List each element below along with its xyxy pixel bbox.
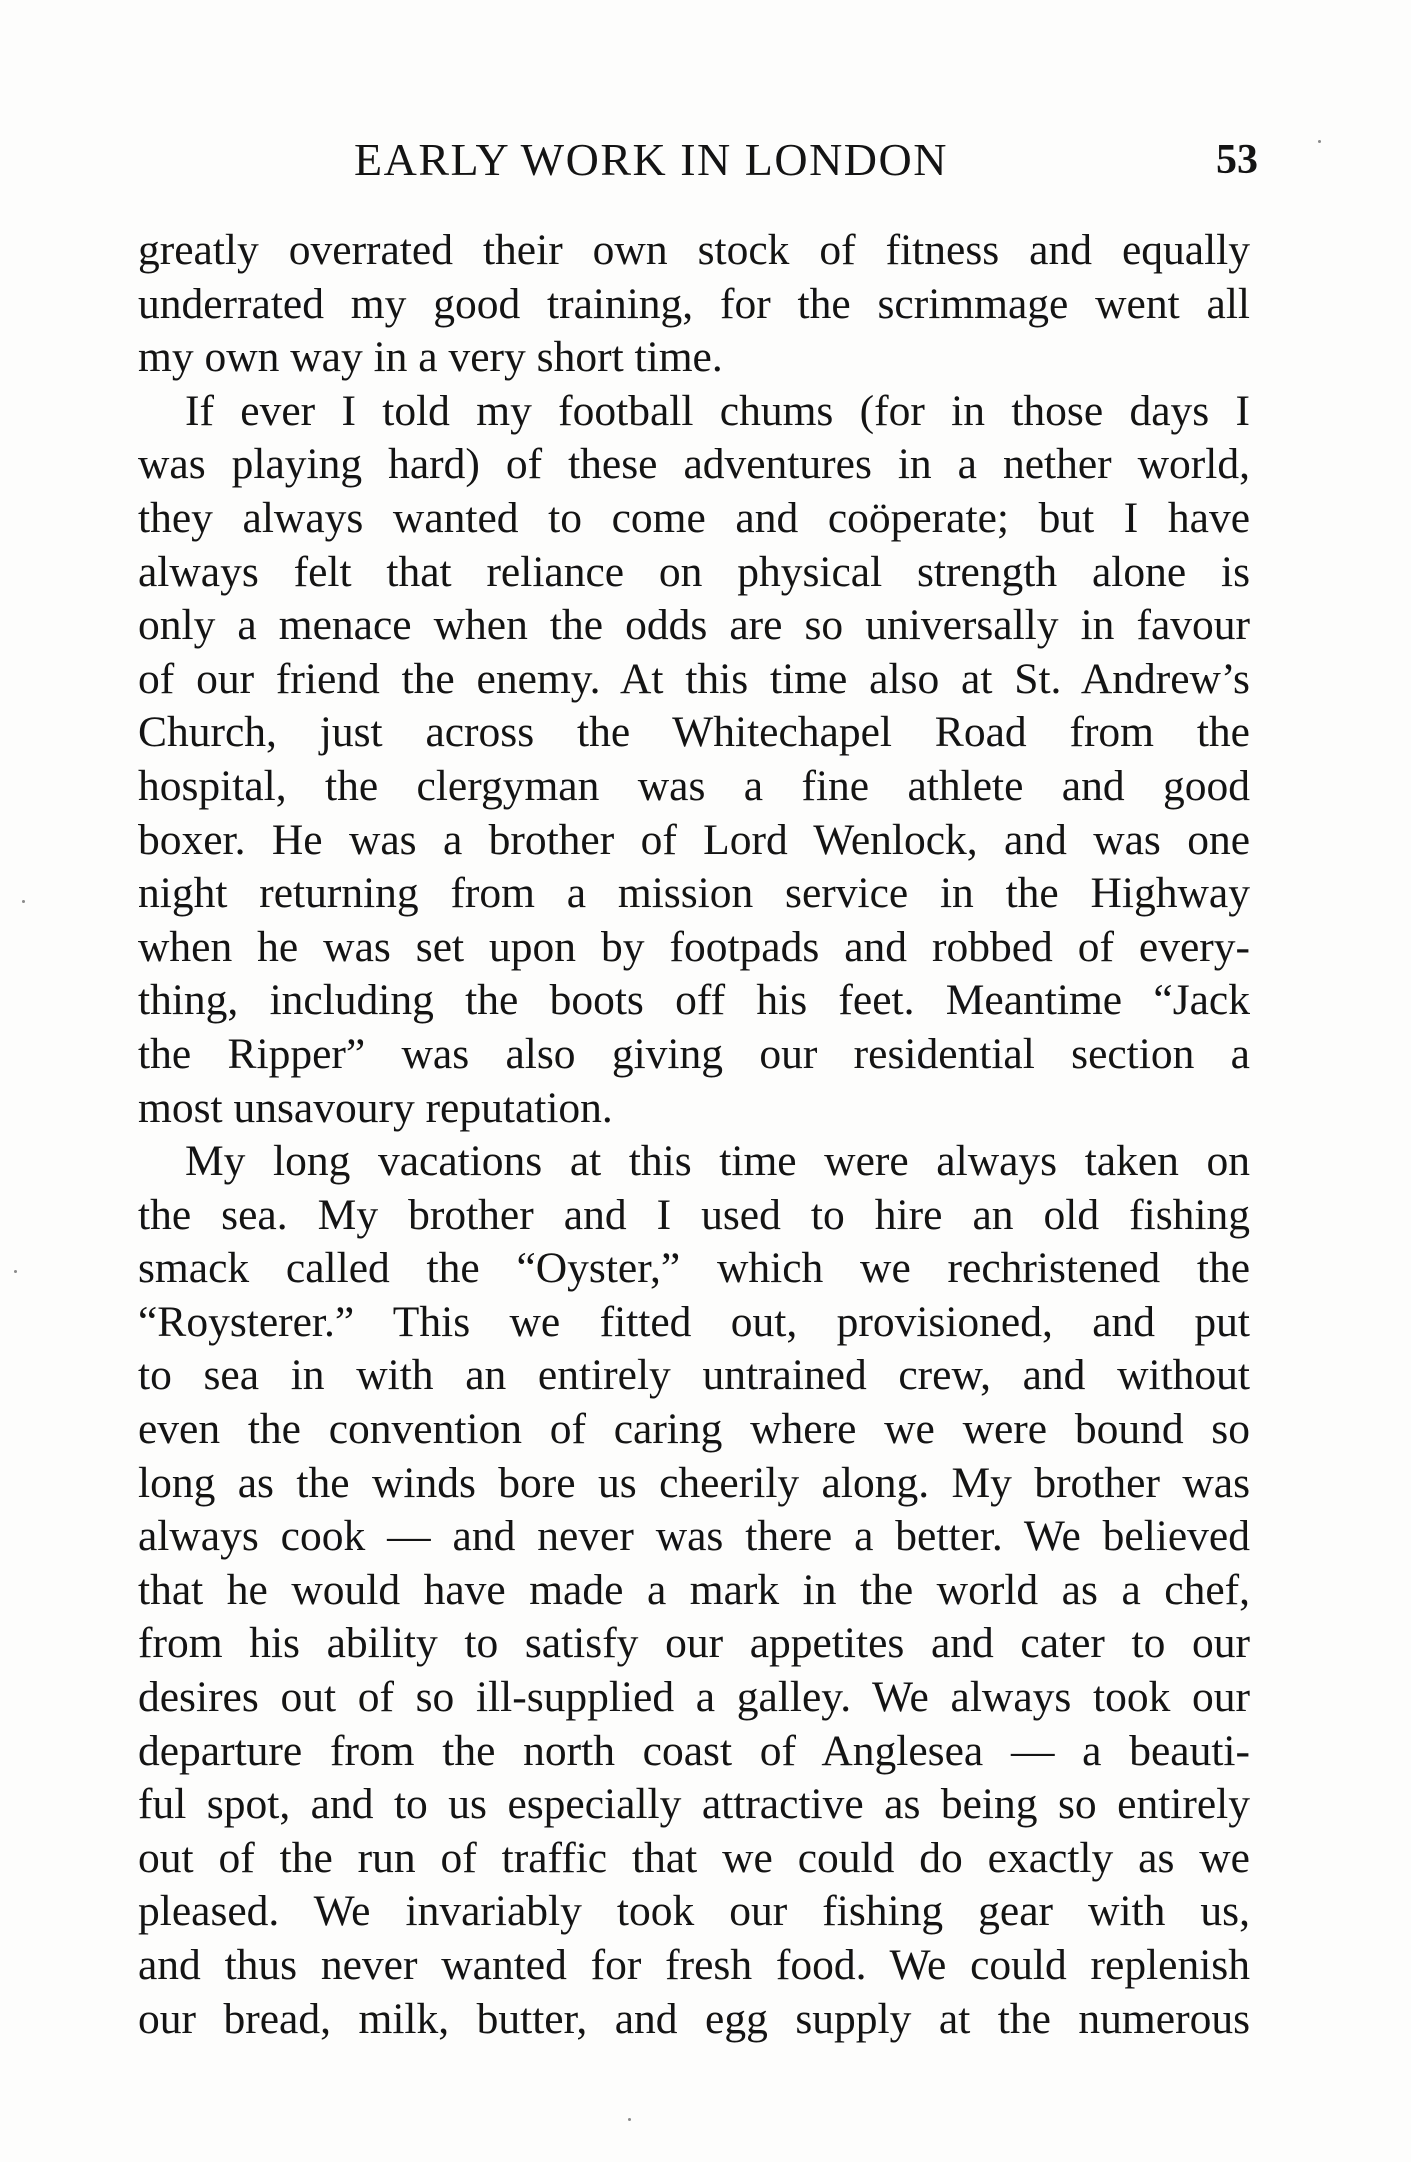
text-line: underrated my good training, for the scrimmage went all bbox=[138, 279, 1250, 328]
text-line: pleased. We invariably took our fishing gear with us, bbox=[138, 1887, 1250, 1936]
text-line: they always wanted to come and coöperate; but I have bbox=[138, 493, 1250, 542]
text-line: always felt that reliance on physical strength alone is bbox=[138, 547, 1250, 596]
text-line: most unsavoury reputation. bbox=[138, 1083, 613, 1132]
text-line: from his ability to satisfy our appetites and cater to our bbox=[138, 1619, 1250, 1668]
text-line: when he was set upon by footpads and robbed of every- bbox=[138, 922, 1250, 971]
text-line: Church, just across the Whitechapel Road from the bbox=[138, 708, 1250, 757]
text-line: my own way in a very short time. bbox=[138, 333, 723, 382]
text-line: to sea in with an entirely untrained crew, and without bbox=[138, 1351, 1250, 1400]
body-text bbox=[138, 224, 1250, 2046]
text-line: departure from the north coast of Anglesea — a beauti- bbox=[138, 1726, 1250, 1775]
scan-speck bbox=[22, 900, 25, 903]
text-line: greatly overrated their own stock of fitness and equally bbox=[138, 226, 1250, 274]
scan-speck bbox=[1318, 140, 1321, 143]
text-line: of our friend the enemy. At this time also at St. Andrew’s bbox=[138, 654, 1250, 703]
text-line: thing, including the boots off his feet. Meantime “Jack bbox=[138, 976, 1250, 1025]
text-line: desires out of so ill-supplied a galley. We always took our bbox=[138, 1673, 1250, 1722]
running-head bbox=[138, 130, 1258, 190]
page-number: 53 bbox=[1216, 137, 1258, 183]
text-line: smack called the “Oyster,” which we rechristened the bbox=[138, 1244, 1250, 1293]
text-line: was playing hard) of these adventures in a nether world, bbox=[138, 440, 1250, 489]
text-line: and thus never wanted for fresh food. We could replenish bbox=[138, 1941, 1250, 1989]
text-line: the Ripper” was also giving our residential section a bbox=[138, 1029, 1250, 1078]
scan-speck bbox=[628, 2118, 631, 2121]
text-line: long as the winds bore us cheerily along. My brother was bbox=[138, 1458, 1250, 1507]
text-line: boxer. He was a brother of Lord Wenlock, and was one bbox=[138, 815, 1250, 864]
text-line: night returning from a mission service in the Highway bbox=[138, 869, 1250, 918]
text-line: our bread, milk, butter, and egg supply at the numerous bbox=[138, 1994, 1250, 2043]
text-line: out of the run of traffic that we could do exactly as we bbox=[138, 1833, 1250, 1882]
text-line: the sea. My brother and I used to hire an old fishing bbox=[138, 1190, 1250, 1239]
text-line: “Roysterer.” This we fitted out, provisioned, and put bbox=[138, 1297, 1250, 1346]
text-line: only a menace when the odds are so universally in favour bbox=[138, 601, 1250, 650]
text-line: even the convention of caring where we were bound so bbox=[138, 1405, 1250, 1454]
running-title: EARLY WORK IN LONDON bbox=[354, 134, 948, 185]
scan-speck bbox=[14, 1270, 17, 1273]
text-line: hospital, the clergyman was a fine athlete and good bbox=[138, 761, 1250, 810]
text-line: ful spot, and to us especially attractive as being so entirely bbox=[138, 1780, 1250, 1829]
text-line: If ever I told my football chums (for in those days I bbox=[185, 386, 1250, 435]
text-line: always cook — and never was there a better. We believed bbox=[138, 1512, 1250, 1561]
text-line: that he would have made a mark in the world as a chef, bbox=[138, 1565, 1250, 1614]
text-line: My long vacations at this time were always taken on bbox=[185, 1137, 1250, 1186]
